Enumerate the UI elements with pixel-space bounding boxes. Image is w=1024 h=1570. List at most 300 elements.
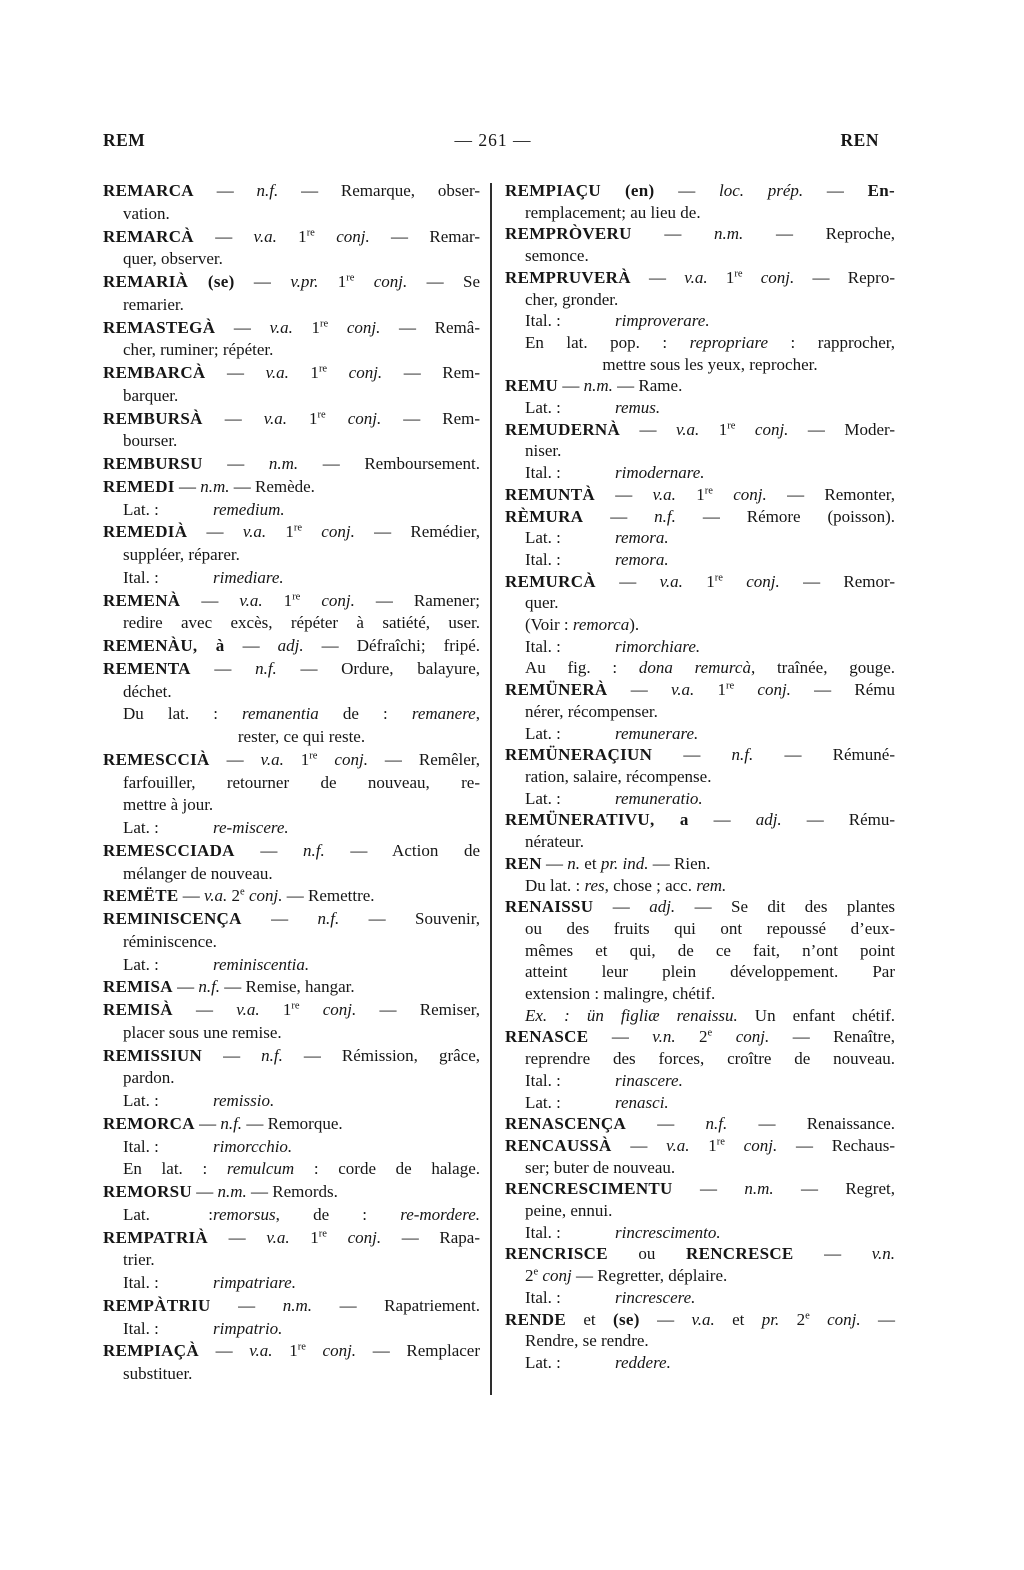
page-number: — 261 —	[454, 130, 532, 150]
text-segment: extension : malingre, chétif.	[525, 984, 716, 1004]
text-segment: —	[241, 909, 318, 928]
entry-line	[505, 896, 895, 918]
entry-line	[505, 245, 895, 267]
text-segment: nérateur.	[525, 832, 584, 852]
text-segment: RENDE	[505, 1309, 567, 1329]
text-segment: — Remêler,	[367, 749, 481, 769]
text-segment: REMUDERNÀ	[505, 419, 621, 439]
text-segment: Rendre, se rendre.	[525, 1331, 649, 1351]
text-segment: —	[630, 267, 685, 287]
text-segment: REMPRÒVERU	[505, 224, 632, 244]
text-segment: —	[620, 419, 677, 439]
entry-line	[505, 983, 895, 1005]
text-segment: REMEDIÀ	[103, 522, 188, 542]
text-segment: — Rien.	[648, 853, 711, 873]
entry-line	[103, 362, 480, 385]
text-segment: cher, ruminer; répéter.	[123, 340, 274, 360]
text-segment: — Rapatriement.	[312, 1295, 481, 1315]
text-segment: et	[566, 1309, 614, 1329]
text-segment: (Voir :	[525, 615, 573, 635]
dictionary-entry	[103, 180, 480, 226]
text-segment: re	[716, 1136, 725, 1148]
text-segment: rincrescimento.	[615, 1222, 721, 1242]
text-segment: v.a.	[266, 1227, 290, 1247]
entry-line	[103, 339, 480, 362]
text-segment: conj.	[712, 484, 767, 504]
entry-line	[103, 749, 480, 772]
text-segment: , de :	[275, 1204, 401, 1224]
text-segment: rimediare.	[213, 567, 284, 587]
text-segment: re	[297, 1341, 306, 1353]
text-segment: rem.	[696, 875, 727, 895]
entry-line	[103, 248, 480, 271]
text-segment: v.a.	[659, 571, 683, 591]
text-segment: Ital. :	[525, 1222, 561, 1242]
text-segment: remedium.	[213, 499, 285, 519]
text-segment: conj.	[326, 1227, 382, 1247]
text-segment: v.a.	[652, 484, 676, 504]
text-segment: n.m.	[217, 1182, 247, 1201]
text-segment: Ital. :	[525, 463, 561, 483]
entry-line	[505, 1265, 895, 1287]
text-segment: 1	[287, 408, 318, 428]
text-segment: — Repro-	[794, 267, 895, 287]
text-segment: renasci.	[615, 1092, 669, 1112]
text-segment: pr. ind.	[600, 853, 649, 873]
text-segment: remora.	[615, 528, 669, 548]
entry-line	[505, 506, 895, 528]
text-segment: Ital. :	[123, 1318, 159, 1338]
text-segment: n.f.	[256, 181, 279, 200]
dictionary-entry	[505, 1026, 895, 1113]
text-segment: — Remédier,	[354, 522, 481, 542]
text-segment: rimorcchio.	[213, 1136, 293, 1156]
text-segment: mettre à jour.	[123, 795, 214, 815]
dictionary-entry	[103, 749, 480, 840]
text-segment: ration, salaire, récompense.	[525, 766, 712, 786]
text-segment: —	[607, 680, 671, 700]
text-segment: remora.	[615, 549, 669, 569]
entry-line	[505, 679, 895, 701]
dictionary-entry	[505, 853, 895, 896]
text-segment: REMESCCIÀ	[103, 749, 210, 769]
text-segment: re	[346, 272, 355, 284]
text-segment: substituer.	[123, 1364, 193, 1383]
text-segment: REMPRUVERÀ	[505, 267, 631, 287]
page-header	[103, 130, 879, 152]
text-segment: rimodernare.	[615, 463, 705, 483]
dictionary-entry	[103, 1227, 480, 1295]
text-segment: — Remarque, obser-	[278, 181, 480, 200]
text-segment: —	[202, 1045, 262, 1065]
dictionary-entry	[103, 1295, 480, 1341]
text-segment: n.f.	[705, 1114, 728, 1134]
text-segment: 1	[694, 680, 727, 700]
dictionary-entry	[103, 521, 480, 589]
text-segment: —	[793, 1244, 872, 1264]
text-segment: reddere.	[615, 1352, 671, 1372]
text-segment: res	[584, 875, 605, 895]
text-segment: semonce.	[525, 246, 589, 266]
text-segment: remulcum	[226, 1159, 295, 1179]
text-segment: REMBURSU	[103, 454, 203, 473]
text-segment: peine, ennui.	[525, 1201, 613, 1221]
text-segment: n.f.	[303, 840, 325, 860]
entry-line	[505, 636, 895, 658]
text-segment: REMARIÀ (se)	[103, 272, 235, 291]
text-segment: RENCRESCIMENTU	[505, 1179, 673, 1199]
text-segment: v.pr.	[290, 272, 319, 291]
entry-line	[103, 476, 480, 499]
text-segment: —	[558, 376, 584, 396]
text-segment: REMURCÀ	[505, 571, 596, 591]
text-segment: —	[595, 571, 660, 591]
dictionary-entry	[103, 658, 480, 749]
text-segment: —	[654, 181, 719, 200]
text-segment: conj.	[317, 749, 368, 769]
text-segment: —	[193, 226, 254, 246]
entry-line	[505, 527, 895, 549]
text-segment: atteint leur plein développement. Par	[525, 962, 895, 982]
text-segment: v.a.	[676, 419, 700, 439]
dictionary-entry	[103, 635, 480, 658]
entry-line	[505, 1157, 895, 1179]
text-segment: v.a.	[269, 317, 293, 337]
text-segment: RENASCENÇA	[505, 1114, 627, 1134]
text-segment: (se)	[613, 1309, 640, 1329]
text-segment: re	[318, 363, 328, 375]
text-segment: 1	[272, 1341, 298, 1361]
text-segment: En-	[867, 181, 896, 200]
entry-line	[505, 853, 895, 875]
entry-line	[103, 1249, 480, 1272]
entry-line	[103, 658, 480, 681]
entry-line	[505, 571, 895, 593]
text-segment: RENCRESCE	[686, 1244, 794, 1264]
text-segment: — Remorque.	[242, 1113, 343, 1133]
entry-line	[103, 794, 480, 817]
text-segment: ,	[475, 704, 480, 724]
dictionary-entry	[103, 976, 480, 999]
entry-line	[103, 1272, 480, 1295]
entry-line	[505, 723, 895, 745]
text-segment: v.a.	[670, 680, 695, 700]
text-segment: — Action de	[324, 840, 480, 860]
text-segment: 1	[283, 749, 310, 769]
entry-line	[103, 385, 480, 408]
text-segment: 1	[289, 1227, 319, 1247]
text-segment: REMISÀ	[103, 1000, 173, 1019]
entry-line	[103, 1363, 480, 1386]
text-segment: rinascere.	[615, 1070, 683, 1090]
text-segment: REMÜNERÀ	[505, 680, 608, 700]
text-segment: n.f.	[198, 977, 221, 997]
text-segment: n.f.	[654, 506, 676, 526]
text-segment: — Rémission, grâce,	[282, 1045, 480, 1065]
text-segment: n.m.	[282, 1295, 312, 1315]
text-segment: remanere	[411, 704, 476, 724]
text-segment: mettre sous les yeux, reprocher.	[602, 354, 818, 374]
entry-line	[103, 317, 480, 340]
entry-line	[505, 375, 895, 397]
entry-line	[103, 226, 480, 249]
text-segment: En lat. pop. :	[525, 332, 690, 352]
text-segment: Lat. :	[525, 1092, 561, 1112]
text-segment: conj.	[300, 590, 355, 610]
text-segment: —	[172, 977, 199, 997]
entry-line	[505, 1330, 895, 1352]
entry-line	[505, 1135, 895, 1157]
entry-line	[505, 419, 895, 441]
dictionary-entry	[505, 267, 895, 376]
text-segment: conj	[538, 1266, 572, 1286]
entry-line	[505, 267, 895, 289]
dictionary-entry	[103, 1113, 480, 1181]
text-segment: placer sous une remise.	[123, 1022, 282, 1042]
text-segment: 1	[259, 1000, 292, 1019]
text-segment: — Rem-	[382, 363, 481, 382]
text-segment: remuneratio.	[615, 788, 703, 808]
text-segment: ou des fruits qui ont repoussé d’eux-	[525, 918, 895, 938]
dictionary-entry	[103, 999, 480, 1045]
text-segment: —	[234, 272, 291, 291]
text-segment: 2	[525, 1266, 534, 1286]
text-segment: REMENTA	[103, 658, 191, 678]
text-segment: — Rému-	[781, 810, 896, 830]
dictionary-entry	[505, 744, 895, 809]
entry-line	[103, 1227, 480, 1250]
text-segment: — Remor-	[779, 571, 896, 591]
text-segment: n.	[567, 853, 581, 873]
text-segment: re	[317, 408, 326, 420]
entry-line	[505, 1309, 895, 1331]
text-segment: et	[580, 853, 601, 873]
entry-line	[505, 1243, 895, 1265]
text-segment: n.m.	[714, 224, 744, 244]
dictionary-entry	[505, 506, 895, 571]
text-segment: — Rémore (poisson).	[675, 506, 896, 526]
entry-line	[505, 1113, 895, 1135]
text-segment: —	[208, 1227, 267, 1247]
text-segment: — Renaître,	[769, 1027, 895, 1047]
text-segment: — Remords.	[246, 1182, 338, 1201]
text-segment: 1	[288, 363, 319, 382]
dictionary-entry	[505, 223, 895, 266]
dictionary-entry	[505, 1243, 895, 1308]
dictionary-entry	[103, 476, 480, 522]
text-segment: pr.	[761, 1309, 780, 1329]
text-segment: remanentia	[242, 704, 319, 724]
text-segment: v.a.	[666, 1135, 690, 1155]
entry-line	[505, 701, 895, 723]
text-segment: Ital. :	[123, 567, 159, 587]
text-segment: re	[734, 268, 743, 280]
entry-line	[103, 1181, 480, 1204]
text-segment: rimpatriare.	[213, 1273, 296, 1292]
text-segment: adj.	[649, 897, 676, 917]
entry-line	[103, 1295, 480, 1318]
text-segment: n.f.	[261, 1045, 283, 1065]
text-segment: — Regretter, déplaire.	[571, 1266, 728, 1286]
text-segment: —	[803, 181, 868, 200]
text-segment: —	[172, 1000, 237, 1019]
text-segment: REMORCA	[103, 1113, 195, 1133]
text-segment: ser; buter de nouveau.	[525, 1157, 676, 1177]
dictionary-entry	[505, 484, 895, 506]
text-segment: Lat. :	[123, 954, 159, 974]
text-segment: adj.	[755, 810, 782, 830]
text-segment: mêmes et qui, de ce fait, n’ont point	[525, 940, 895, 960]
text-segment: REMUNTÀ	[505, 484, 595, 504]
text-segment: 1	[682, 571, 715, 591]
text-segment: REMËTE	[103, 886, 179, 906]
text-segment: remorsus	[213, 1204, 276, 1224]
text-segment: cher, gronder.	[525, 289, 619, 309]
entry-line	[103, 521, 480, 544]
text-segment: REMEDI	[103, 476, 175, 496]
text-segment: 1	[689, 1135, 717, 1155]
text-segment: Lat. :	[525, 723, 561, 743]
entry-line	[103, 954, 480, 977]
text-segment: conj.	[305, 1341, 357, 1361]
text-segment: — Défraîchi; fripé.	[303, 636, 480, 655]
text-segment: trier.	[123, 1250, 155, 1270]
text-segment: REMASTEGÀ	[103, 317, 216, 337]
entry-line	[103, 1022, 480, 1045]
entry-line	[505, 354, 895, 376]
dictionary-entry	[103, 908, 480, 976]
text-segment: v.a.	[684, 267, 708, 287]
header-right-guideword: REN	[840, 130, 879, 150]
entry-line	[103, 612, 480, 635]
text-segment: n.m.	[744, 1179, 774, 1199]
text-segment: — Remettre.	[282, 886, 375, 906]
text-segment: 1	[266, 522, 294, 542]
text-segment: conj.	[302, 522, 355, 542]
entry-line	[505, 657, 895, 679]
dictionary-entry	[505, 1113, 895, 1135]
entry-line	[103, 1340, 480, 1363]
text-segment: ).	[629, 615, 640, 635]
text-segment: re-mordere.	[400, 1204, 480, 1224]
text-segment: — Remboursement.	[298, 454, 481, 473]
text-segment: Lat. :	[525, 1352, 561, 1372]
text-segment: , chose ; acc.	[604, 875, 697, 895]
text-segment: repropriare	[689, 332, 769, 352]
text-segment: e	[533, 1266, 539, 1278]
text-segment: —	[194, 1113, 221, 1133]
dictionary-entry	[103, 840, 480, 886]
text-segment: —	[626, 1114, 706, 1134]
text-segment: REMORSU	[103, 1182, 192, 1201]
dictionary-entry	[103, 1181, 480, 1227]
entry-line	[505, 484, 895, 506]
text-segment: dona remurcà	[638, 658, 751, 678]
text-segment: REMÜNERAÇIUN	[505, 745, 653, 765]
text-segment: — Remâ-	[380, 317, 480, 337]
text-segment: rester, ce qui reste.	[237, 727, 366, 746]
dictionary-entry	[505, 1135, 895, 1178]
text-segment: n.f.	[317, 909, 340, 928]
text-segment: —	[593, 897, 650, 917]
entry-line	[505, 940, 895, 962]
text-segment: v.a.	[239, 590, 263, 610]
text-segment: — Remplacer	[356, 1341, 481, 1361]
text-segment: loc. prép.	[718, 181, 804, 200]
text-segment: re	[309, 750, 318, 762]
entry-line	[505, 1222, 895, 1244]
text-segment: — Rapa-	[381, 1227, 480, 1247]
text-segment: —	[215, 317, 270, 337]
text-segment: niser.	[525, 441, 562, 461]
text-segment: 1	[276, 226, 307, 246]
text-segment: Ital. :	[123, 1273, 159, 1292]
text-segment: 2	[675, 1027, 708, 1047]
text-segment: —	[190, 658, 256, 678]
entry-line	[505, 180, 895, 202]
dictionary-entry	[505, 809, 895, 852]
text-segment: — Souvenir,	[339, 909, 480, 928]
text-segment: nérer, récompenser.	[525, 701, 658, 721]
dictionary-entry	[505, 679, 895, 744]
entry-line	[103, 908, 480, 931]
text-segment: mélanger de nouveau.	[123, 863, 273, 883]
text-segment: v.a.	[249, 1341, 273, 1361]
text-segment: Ex. : ün figliæ renaissu.	[525, 1005, 738, 1025]
entry-line	[103, 408, 480, 431]
dictionary-entry	[103, 226, 480, 272]
text-segment: —	[611, 1135, 667, 1155]
text-segment: — Regret,	[773, 1179, 895, 1199]
text-segment: n.f.	[255, 658, 277, 678]
entry-line	[103, 885, 480, 908]
text-segment: RENASCE	[505, 1027, 589, 1047]
entry-line	[505, 310, 895, 332]
dictionary-entry	[103, 1045, 480, 1113]
text-segment: n.f.	[731, 745, 754, 765]
entry-line	[505, 1026, 895, 1048]
entry-line	[103, 1090, 480, 1113]
text-segment: REMISA	[103, 977, 173, 997]
dictionary-entry	[103, 1340, 480, 1386]
entry-line	[103, 203, 480, 226]
header-left-guideword: REM	[103, 130, 146, 150]
text-segment: — Se dit des plantes	[675, 897, 896, 917]
text-segment: — Remonter,	[766, 484, 896, 504]
entry-line	[505, 1287, 895, 1309]
text-segment: de :	[318, 704, 412, 724]
text-segment: conj.	[327, 363, 383, 382]
entry-line	[505, 918, 895, 940]
entry-line	[505, 289, 895, 311]
text-segment: —	[202, 408, 264, 428]
entry-line	[103, 863, 480, 886]
entry-line	[103, 772, 480, 795]
text-segment: — Renaissance.	[727, 1114, 895, 1134]
text-segment: —	[210, 1295, 283, 1315]
text-segment: —	[583, 506, 655, 526]
entry-line	[103, 567, 480, 590]
text-segment: Ital. :	[123, 1136, 159, 1156]
entry-line	[505, 809, 895, 831]
text-segment: conj.	[244, 886, 283, 906]
text-segment: v.n.	[652, 1027, 676, 1047]
text-segment: Un enfant chétif.	[737, 1005, 896, 1025]
text-segment: rimproverare.	[615, 311, 710, 331]
column-divider-rule	[490, 183, 492, 1395]
text-segment: reminiscentia.	[213, 954, 310, 974]
entry-line	[505, 549, 895, 571]
